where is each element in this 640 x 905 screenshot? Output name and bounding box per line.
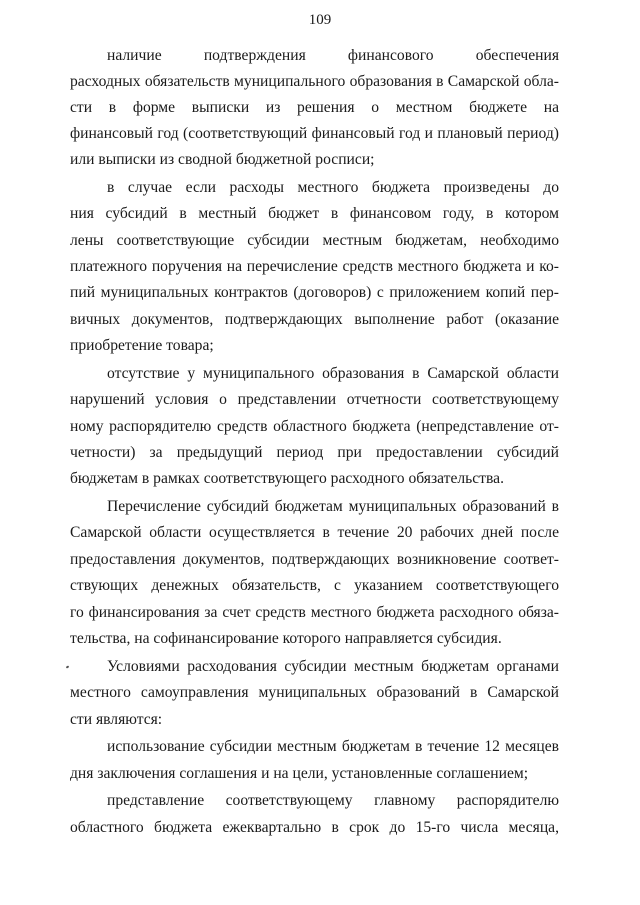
text-line: приобретение товара; [70,337,214,354]
text-line: тельства, на софинансирование которого направляется субсидия. [70,630,502,647]
text-line: наличие подтверждения финансового обеспечения [107,47,559,64]
text-line: или выписки из сводной бюджетной росписи; [70,151,375,168]
text-line: сти в форме выписки из решения о местном бюджете на [70,99,559,116]
text-line: четности) за предыдущий период при предоставлении субсидий [70,444,559,461]
text-line: лены соответствующие субсидии местным бюджетам, необходимо [70,232,559,249]
text-line: пий муниципальных контрактов (договоров) с приложением копий пер- [70,284,559,301]
text-line: областного бюджета ежеквартально в срок до 15-го числа месяца, [70,819,559,836]
scan-speck [66,665,70,668]
text-line: вичных документов, подтверждающих выполнение работ (оказание [70,311,559,328]
text-line: го финансирования за счет средств местного бюджета расходного обяза- [70,604,559,621]
text-line: отсутствие у муниципального образования в Самарской области [107,365,559,382]
text-line: Условиями расходования субсидии местным бюджетам органами [107,658,559,675]
text-line: предоставления документов, подтверждающих возникновение соответ- [70,551,559,568]
text-line: дня заключения соглашения и на цели, установленные соглашением; [70,765,529,782]
text-line: Перечисление субсидий бюджетам муниципальных образований в [107,498,559,515]
text-line: сти являются: [70,711,163,728]
text-line: ния субсидий в местный бюджет в финансовом году, в котором [70,205,559,222]
text-line: финансовый год (соответствующий финансовый год и плановый период) [70,125,559,142]
text-line: ному распорядителю средств областного бюджета (непредставление от- [70,418,559,435]
text-line: использование субсидии местным бюджетам в течение 12 месяцев [107,738,559,755]
text-line: нарушений условия о представлении отчетности соответствующему [70,391,559,408]
text-line: ствующих денежных обязательств, с указанием соответствующего [70,577,559,594]
page-number: 109 [308,12,332,28]
text-line: представление соответствующему главному распорядителю [107,792,559,809]
text-line: бюджетам в рамках соответствующего расходного обязательства. [70,470,504,487]
text-line: Самарской области осуществляется в течение 20 рабочих дней после [70,524,559,541]
text-line: в случае если расходы местного бюджета произведены до [107,179,559,196]
text-line: расходных обязательств муниципального образования в Самарской обла- [70,73,559,90]
text-line: платежного поручения на перечисление средств местного бюджета и ко- [70,258,559,275]
text-line: местного самоуправления муниципальных образований в Самарской [70,684,559,701]
